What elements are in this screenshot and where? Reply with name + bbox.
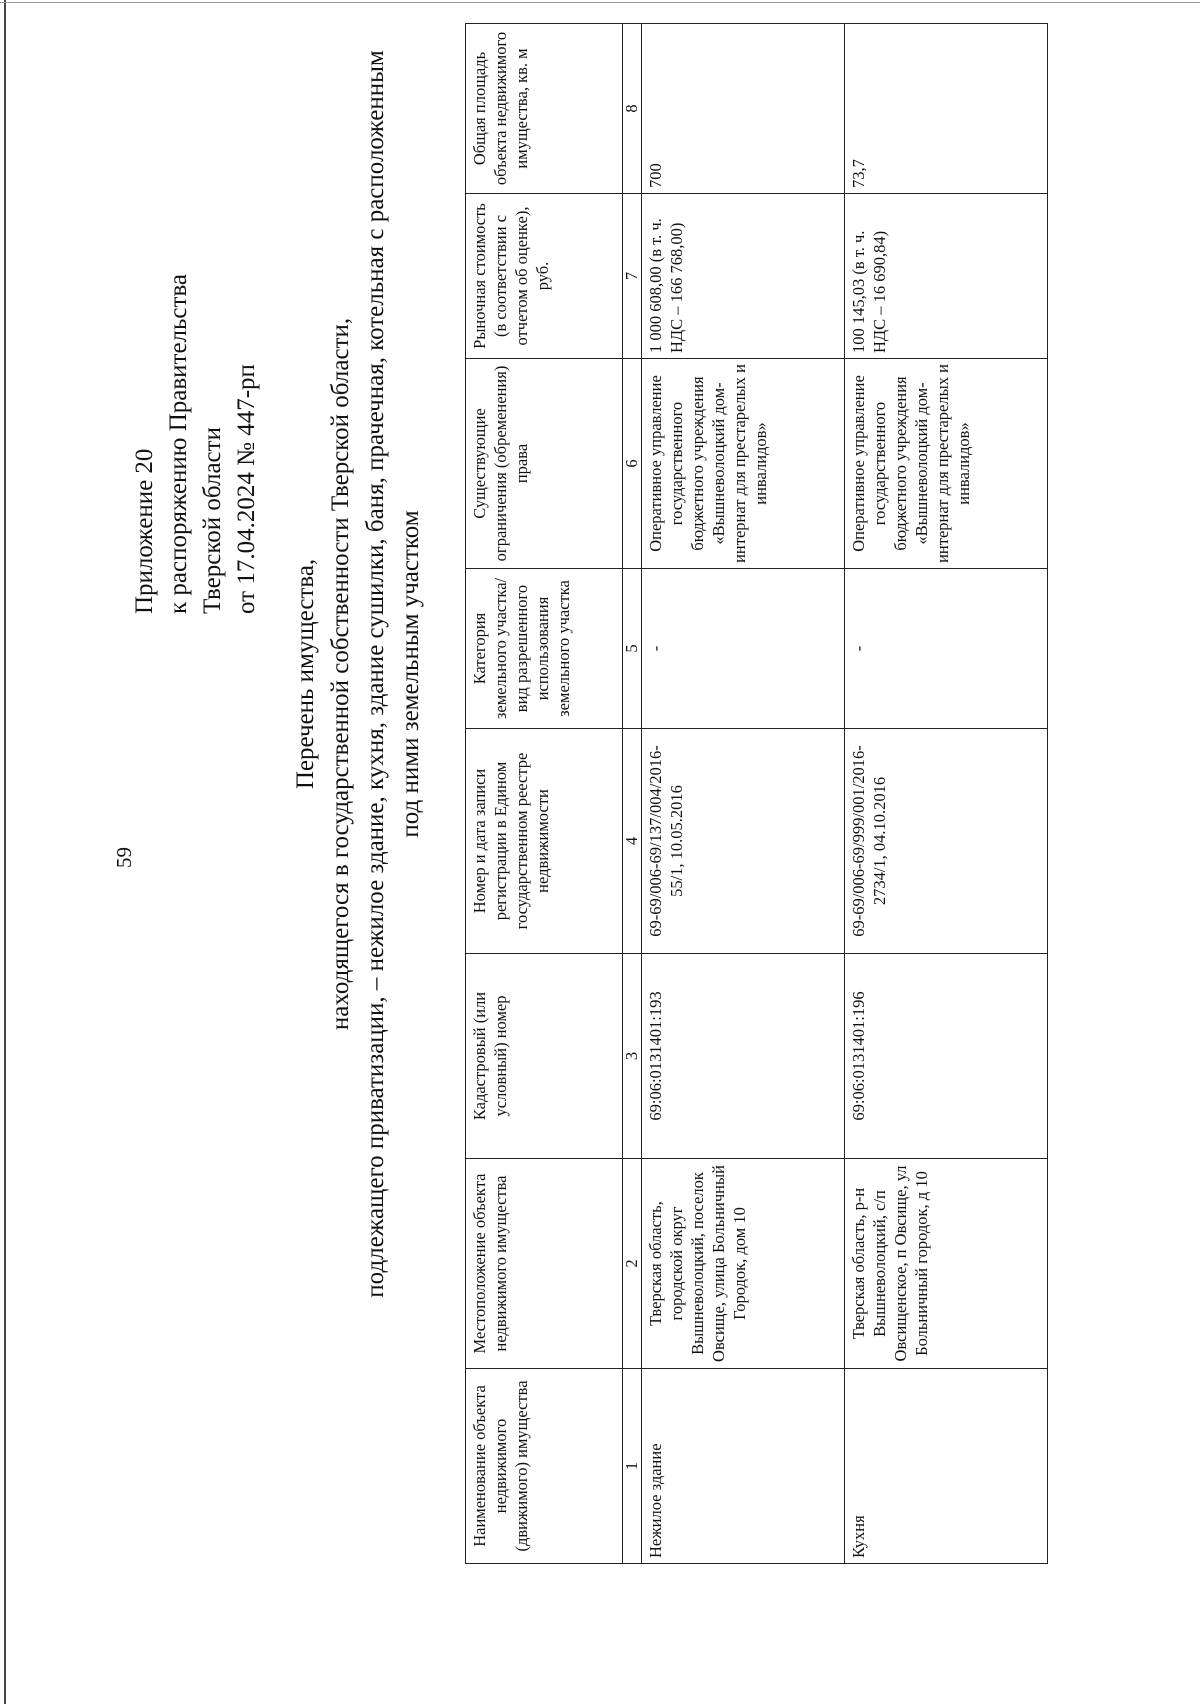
- cell-location: Тверская область, городской округ Вышневолоцкий, поселок Овсище, улица Больничный Городок, дом 10: [642, 1159, 845, 1369]
- table-row: [845, 24, 1048, 1564]
- annex-block: [128, 274, 264, 614]
- column-number: 3: [623, 954, 642, 1159]
- title-line: под ними земельным участком: [397, 510, 424, 838]
- header-row: [466, 24, 623, 1564]
- column-number-row: [623, 24, 642, 1564]
- cell-cadastral: 69:06:0131401:193: [642, 954, 845, 1159]
- cell-price: 1 000 608,00 (в т. ч. НДС – 166 768,00): [642, 194, 845, 359]
- header-cell: Категория земельного участка/вид разрешенного использования земельного участка: [466, 569, 623, 729]
- cell-encumbrance: Оперативное управление государственного бюджетного учреждения «Вышневолоцкий дом-интернат для престарелых и инвалидов»: [642, 359, 845, 569]
- column-number: 7: [623, 194, 642, 359]
- header-cell: Существующие ограничения (обременения) права: [466, 359, 623, 569]
- column-number: 8: [623, 24, 642, 194]
- cell-land-category: -: [845, 569, 1048, 729]
- page-number: 59: [112, 847, 136, 868]
- cell-price: 100 145,03 (в т. ч. НДС – 16 690,84): [845, 194, 1048, 359]
- header-cell: Общая площадь объекта недвижимого имущества, кв. м: [466, 24, 623, 194]
- column-number: 2: [623, 1159, 642, 1369]
- cell-cadastral: 69:06:0131401:196: [845, 954, 1048, 1159]
- title-line: находящегося в государственной собственности Тверской области,: [327, 317, 354, 1031]
- property-table: [465, 23, 1048, 1564]
- cell-name: Нежилое здание: [642, 1369, 845, 1564]
- cell-registration: 69-69/006-69/999/001/2016-2734/1, 04.10.2016: [845, 729, 1048, 954]
- header-cell: Кадастровый (или условный) номер: [466, 954, 623, 1159]
- cell-encumbrance: Оперативное управление государственного бюджетного учреждения «Вышневолоцкий дом-интернат для престарелых и инвалидов»: [845, 359, 1048, 569]
- cell-registration: 69-69/006-69/137/004/2016-55/1, 10.05.2016: [642, 729, 845, 954]
- column-number: 6: [623, 359, 642, 569]
- cell-area: 73,7: [845, 24, 1048, 194]
- cell-area: 700: [642, 24, 845, 194]
- document-title: [288, 4, 428, 1344]
- column-number: 4: [623, 729, 642, 954]
- cell-name: Кухня: [845, 1369, 1048, 1564]
- column-number: 5: [623, 569, 642, 729]
- table-row: [642, 24, 845, 1564]
- cell-land-category: -: [642, 569, 845, 729]
- header-cell: Номер и дата записи регистрации в Едином государственном реестре недвижимости: [466, 729, 623, 954]
- title-line: Перечень имущества,: [292, 558, 319, 790]
- annex-line: к распоряжению Правительства: [165, 273, 192, 614]
- annex-line: Приложение 20: [131, 448, 158, 614]
- cell-location: Тверская область, р-н Вышневолоцкий, с/п Овсищенское, п Овсище, ул Больничный городок, д 10: [845, 1159, 1048, 1369]
- header-cell: Рыночная стоимость (в соответствии с отчетом об оценке), руб.: [466, 194, 623, 359]
- header-cell: Местоположение объекта недвижимого имущества: [466, 1159, 623, 1369]
- header-cell: Наименование объекта недвижимого (движимого) имущества: [466, 1369, 623, 1564]
- title-line: подлежащего приватизации, – нежилое здание, кухня, здание сушилки, баня, прачечная, котельная с расположенным: [362, 50, 389, 1298]
- column-number: 1: [623, 1369, 642, 1564]
- annex-line: от 17.04.2024 № 447-рп: [233, 364, 260, 614]
- annex-line: Тверской области: [199, 427, 226, 614]
